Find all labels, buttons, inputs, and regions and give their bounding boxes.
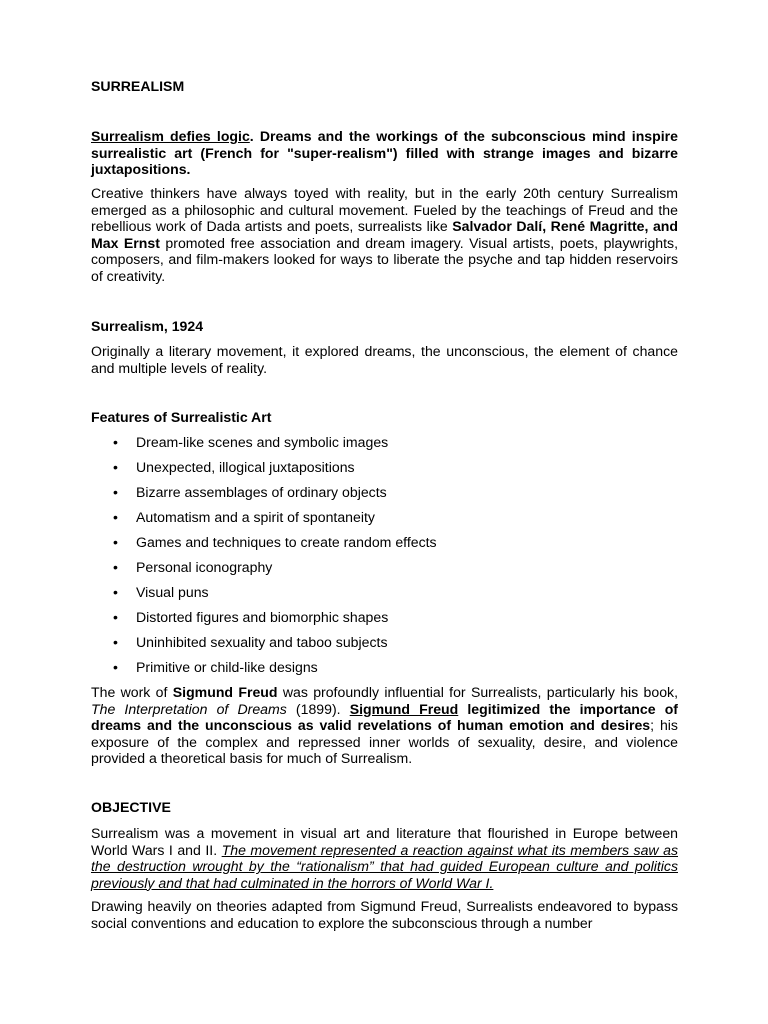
list-item-text: Uninhibited sexuality and taboo subjects bbox=[136, 634, 388, 650]
document-title: SURREALISM bbox=[91, 78, 185, 94]
list-item-text: Unexpected, illogical juxtapositions bbox=[136, 459, 355, 475]
intro-rest: Dreams and the workings of the subconscious mind inspire surrealistic art (French for "super-realism") filled with strange images and bizarre juxtapositions. bbox=[91, 128, 678, 178]
freud-text-3: (1899). bbox=[286, 700, 350, 717]
freud-name-underlined: Sigmund Freud bbox=[349, 700, 459, 717]
list-item bbox=[91, 584, 678, 601]
list-item-text: Personal iconography bbox=[136, 559, 273, 575]
list-item-text: Automatism and a spirit of spontaneity bbox=[136, 509, 375, 525]
list-item-text: Dream-like scenes and symbolic images bbox=[136, 434, 389, 450]
list-item bbox=[91, 609, 678, 626]
intro-paragraph bbox=[91, 128, 678, 178]
freud-emphasis: legitimized the importance of dreams and the unconscious as valid revelations of human emotion and desires bbox=[91, 700, 678, 734]
para1-text-b: promoted free association and dream imagery. Visual artists, poets, playwrights, composers, and film-makers looked for ways to liberate the psyche and tap hidden reservoirs of creativity. bbox=[91, 234, 678, 284]
list-item-text: Distorted figures and biomorphic shapes bbox=[136, 609, 389, 625]
bullet-icon: • bbox=[113, 509, 118, 525]
list-item-text: Primitive or child-like designs bbox=[136, 659, 318, 675]
list-item bbox=[91, 559, 678, 576]
list-item bbox=[91, 634, 678, 651]
freud-paragraph bbox=[91, 684, 678, 767]
list-item bbox=[91, 659, 678, 676]
freud-text-5: ; his exposure of the complex and repressed inner worlds of sexuality, desire, and violence provided a theoretical basis for much of Surrealism. bbox=[91, 717, 678, 767]
list-item-text: Games and techniques to create random effects bbox=[136, 534, 437, 550]
list-item-text: Bizarre assemblages of ordinary objects bbox=[136, 484, 387, 500]
bullet-icon: • bbox=[113, 659, 118, 675]
list-item-text: Visual puns bbox=[136, 584, 209, 600]
bullet-icon: • bbox=[113, 459, 118, 475]
intro-lead: Surrealism defies logic bbox=[91, 128, 250, 144]
bullet-icon: • bbox=[113, 534, 118, 550]
section-1924-heading: Surrealism, 1924 bbox=[91, 318, 204, 334]
objective-heading: OBJECTIVE bbox=[91, 799, 171, 815]
bullet-icon: • bbox=[113, 584, 118, 600]
list-item bbox=[91, 534, 678, 551]
bullet-icon: • bbox=[113, 484, 118, 500]
freud-text-1: The work of bbox=[91, 684, 173, 700]
creative-thinkers-paragraph bbox=[91, 185, 678, 285]
objective-paragraph-2: Drawing heavily on theories adapted from Sigmund Freud, Surrealists endeavored to bypass social conventions and education to explore the subconscious through a number bbox=[91, 898, 678, 931]
bullet-icon: • bbox=[113, 634, 118, 650]
freud-name: Sigmund Freud bbox=[172, 684, 278, 700]
list-item bbox=[91, 434, 678, 451]
bullet-icon: • bbox=[113, 434, 118, 450]
para1-text-a: Creative thinkers have always toyed with reality, but in the early 20th century Surrealism emerged as a philosophic and cultural movement. Fueled by the teachings of Freud and the rebellious work of Dada artists and poets, surrealists like bbox=[91, 185, 678, 235]
list-item bbox=[91, 509, 678, 526]
freud-text-2: was profoundly influential for Surrealists, particularly his book, bbox=[277, 684, 679, 700]
list-item bbox=[91, 459, 678, 476]
features-heading: Features of Surrealistic Art bbox=[91, 409, 272, 425]
artist-names: Salvador Dalí, René Magritte, and Max Ernst bbox=[91, 218, 678, 251]
book-title: The Interpretation of Dreams bbox=[91, 700, 287, 717]
objective-emphasis: The movement represented a reaction against what its members saw as the destruction wrought by the “rationalism” that had guided European culture and politics previously and that had culminated in the horrors of World War I. bbox=[91, 841, 678, 891]
section-1924-text: Originally a literary movement, it explored dreams, the unconscious, the element of chance and multiple levels of reality. bbox=[91, 343, 678, 376]
intro-period: . bbox=[249, 128, 254, 144]
objective-paragraph-1 bbox=[91, 825, 678, 891]
list-item bbox=[91, 484, 678, 501]
bullet-icon: • bbox=[113, 609, 118, 625]
bullet-icon: • bbox=[113, 559, 118, 575]
objective-text-a: Surrealism was a movement in visual art and literature that flourished in Europe between World Wars I and II. bbox=[91, 825, 678, 858]
